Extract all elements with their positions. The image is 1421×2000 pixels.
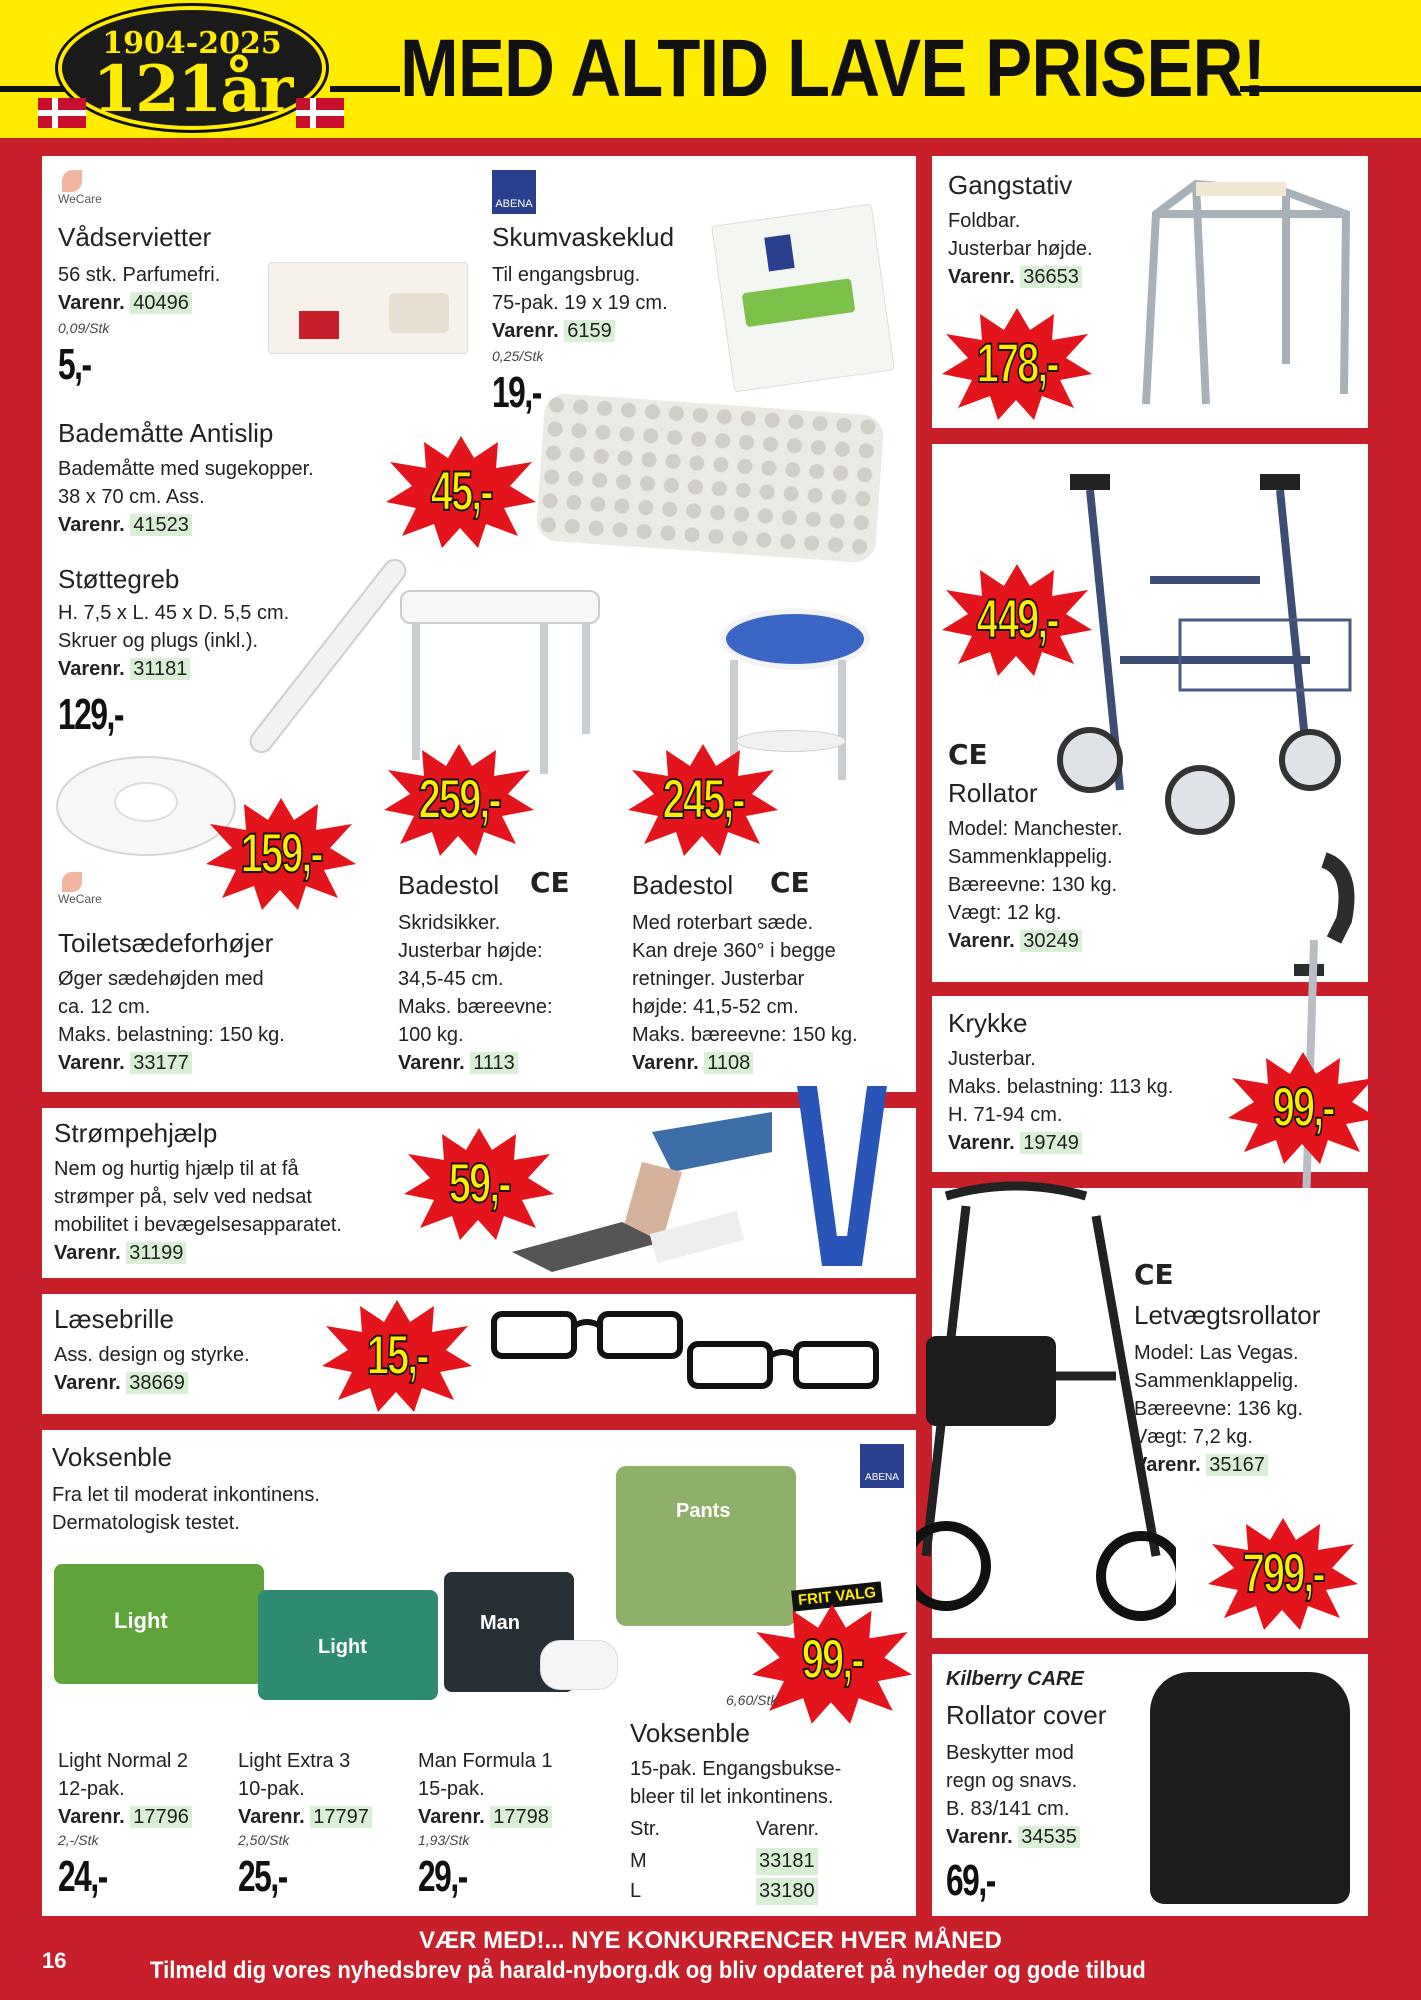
price-burst [942,308,1092,420]
product-price: 19,- [492,368,541,417]
product-desc: Bademåtte med sugekopper. [58,458,314,480]
burst-price: 178,- [976,331,1058,394]
product-desc: mobilitet i bevægelsesapparatet. [54,1214,342,1236]
product-desc: Til engangsbrug. [492,264,641,286]
product-desc: Dermatologisk testet. [52,1512,240,1534]
product-desc: 56 stk. Parfumefri. [58,264,221,286]
product-varenr [54,1372,188,1395]
burst-price: 99,- [801,1627,863,1690]
brand-name: WeCare [58,192,102,206]
product-varenr [948,1132,1082,1155]
product-desc: Vægt: 7,2 kg. [1134,1426,1253,1448]
varenr-label: Varenr. [238,1806,305,1828]
abena-logo: ABENA [492,170,536,214]
product-varenr [492,320,615,343]
stool-leg [838,660,846,780]
product-desc: Model: Las Vegas. [1134,1342,1299,1364]
product-desc: Skridsikker. [398,912,501,934]
product-varenr [58,514,192,537]
product-title: Badestol [632,870,734,900]
burst-price: 245,- [662,767,744,830]
ce-mark-icon: CE [770,866,810,899]
varenr-number: 38669 [126,1372,188,1394]
pack-light-normal-image [54,1564,264,1684]
stool-leg [412,624,420,760]
varenr-label: Varenr. [58,292,125,314]
varenr-label: Varenr. [1134,1454,1201,1476]
varenr-label: Varenr. [418,1806,485,1828]
varenr-label: Varenr. [948,1132,1015,1154]
burst-price: 259,- [418,767,500,830]
footer-contest: VÆR MED!... NYE KONKURRENCER HVER MÅNED [419,1927,1002,1954]
size-cell: L [630,1880,642,1902]
product-title: Voksenble [52,1442,172,1472]
product-title: Badestol [398,870,500,900]
product-desc: Maks. bæreevne: [398,996,553,1018]
product-desc: Skruer og plugs (inkl.). [58,630,259,652]
wet-wipes-image [268,262,468,354]
item-name: Light Extra 3 [238,1750,351,1772]
unit-price: 0,09/Stk [58,320,110,336]
product-varenr [58,292,192,315]
product-desc: højde: 41,5-52 cm. [632,996,799,1018]
varenr-number: 30249 [1020,930,1082,952]
wecare-logo [58,170,102,206]
varenr-number: 34535 [1018,1826,1080,1848]
unit-price: 0,25/Stk [492,348,544,364]
varenr-column-header: Varenr. [756,1818,819,1840]
burst-price: 59,- [448,1151,510,1214]
product-desc: Justerbar højde: [398,940,543,962]
product-title: Bademåtte Antislip [58,418,274,448]
ce-mark-icon: CE [948,738,988,771]
product-varenr [238,1806,372,1829]
item-pack: 15-pak. [418,1778,485,1800]
product-title: Rollator cover [946,1700,1107,1730]
stool-seat-image [400,590,600,624]
burst-price: 159,- [240,821,322,884]
burst-price: 799,- [1242,1541,1324,1604]
product-price: 69,- [946,1856,995,1905]
product-title: Toiletsædeforhøjer [58,928,274,958]
product-title: Rollator [948,778,1038,808]
size-cell: M [630,1850,647,1872]
varenr-number: 36653 [1020,266,1082,288]
item-pack: 12-pak. [58,1778,125,1800]
product-desc: B. 83/141 cm. [946,1798,1070,1820]
product-desc: 38 x 70 cm. Ass. [58,486,205,508]
pack-label: Pants [676,1500,731,1522]
price-burst [1208,1518,1358,1630]
product-desc: Bæreevne: 130 kg. [948,874,1117,896]
product-varenr [58,658,190,681]
product-title: Letvægtsrollator [1134,1300,1321,1330]
pack-label: Light [318,1636,367,1658]
varenr-number: 17797 [310,1806,372,1828]
product-varenr [58,1052,192,1075]
pad-image [540,1640,618,1690]
footer-newsletter[interactable]: Tilmeld dig vores nyhedsbrev på harald-nyborg.dk og bliv opdateret på nyheder og gode tilbud [150,1957,1146,1984]
rollator-cover-image [1150,1672,1350,1904]
headline: MED ALTID LAVE PRISER! [400,23,1266,114]
varenr-cell: 33181 [756,1848,818,1875]
product-desc: Maks. bæreevne: 150 kg. [632,1024,858,1046]
varenr-number: 35167 [1206,1454,1268,1476]
varenr-number: 40496 [130,292,192,314]
varenr-number: 1108 [704,1052,753,1074]
sock-aid-demo-image [512,1112,776,1272]
product-price: 29,- [418,1852,467,1901]
varenr-label: Varenr. [948,930,1015,952]
product-varenr [946,1826,1080,1849]
varenr-label: Varenr. [948,266,1015,288]
product-varenr [948,930,1082,953]
sock-aid-product-image [792,1086,892,1276]
price-burst [322,1300,472,1412]
pack-light-extra-image [258,1590,438,1700]
bath-mat-image [535,392,884,563]
product-title: Skumvaskeklud [492,222,675,252]
varenr-label: Varenr. [946,1826,1013,1848]
product-desc: Foldbar. [948,210,1021,232]
product-varenr [398,1052,518,1075]
round-stool-seat-image [720,608,870,670]
ce-mark-icon: CE [530,866,570,899]
product-price: 129,- [58,690,124,739]
product-desc: bleer til let inkontinens. [630,1786,834,1808]
unit-price: 1,93/Stk [418,1832,470,1848]
product-desc: Justerbar. [948,1048,1036,1070]
wecare-logo [58,872,102,906]
product-desc: Sammenklappelig. [1134,1370,1299,1392]
pack-pants-image [616,1466,796,1626]
ce-mark-icon: CE [1134,1258,1174,1291]
price-burst [628,744,778,856]
product-varenr [418,1806,552,1829]
product-title: Læsebrille [54,1304,174,1334]
varenr-label: Varenr. [58,514,125,536]
product-desc: Maks. belastning: 150 kg. [58,1024,285,1046]
varenr-number: 19749 [1020,1132,1082,1154]
product-desc: Fra let til moderat inkontinens. [52,1484,320,1506]
product-title: Strømpehjælp [54,1118,218,1148]
product-varenr [1134,1454,1268,1477]
product-desc: ca. 12 cm. [58,996,151,1018]
product-desc: Justerbar højde. [948,238,1093,260]
header-rule-mid [330,86,400,92]
product-title: Gangstativ [948,170,1073,200]
product-desc: 75-pak. 19 x 19 cm. [492,292,668,314]
burst-price: 45,- [430,459,492,522]
varenr-label: Varenr. [54,1372,121,1394]
product-desc: H. 7,5 x L. 45 x D. 5,5 cm. [58,602,290,624]
product-desc: 34,5-45 cm. [398,968,504,990]
product-desc: 15-pak. Engangsbukse- [630,1758,842,1780]
price-burst [942,564,1092,676]
varenr-number: 31199 [126,1242,186,1264]
varenr-number: 17796 [130,1806,192,1828]
header-rule-right [1240,86,1421,92]
anniversary-badge [58,6,326,130]
varenr-number: 31181 [130,658,190,680]
product-title: Krykke [948,1008,1028,1038]
stool-leg [582,624,590,734]
product-desc: 100 kg. [398,1024,464,1046]
varenr-number: 1113 [470,1052,518,1074]
product-desc: Øger sædehøjden med [58,968,264,990]
page-number: 16 [42,1948,67,1973]
walking-frame-image [1136,154,1356,424]
varenr-label: Varenr. [58,1052,125,1074]
unit-price: 2,50/Stk [238,1832,290,1848]
product-desc: Maks. belastning: 113 kg. [948,1076,1174,1098]
pack-label: Man [480,1612,520,1634]
abena-logo: ABENA [860,1444,904,1488]
product-desc: Vægt: 12 kg. [948,902,1062,924]
price-burst [386,436,536,548]
header-rule-left [0,86,70,92]
varenr-number: 41523 [130,514,192,536]
item-name: Man Formula 1 [418,1750,553,1772]
product-price: 24,- [58,1852,107,1901]
product-desc: Bæreevne: 136 kg. [1134,1398,1303,1420]
varenr-label: Varenr. [492,320,559,342]
unit-price: 6,60/Stk [726,1692,778,1708]
product-price: 5,- [58,340,91,389]
product-desc: retninger. Justerbar [632,968,805,990]
varenr-number: 17798 [490,1806,552,1828]
brand-name: WeCare [58,892,102,906]
product-title: Vådservietter [58,222,212,252]
item-pack: 10-pak. [238,1778,305,1800]
free-choice-label: FRIT VALG [791,1581,883,1611]
glasses-image [488,1306,688,1366]
anniversary-years: 1904-2025 [102,26,282,61]
varenr-cell: 33180 [756,1878,818,1905]
burst-price: 15,- [366,1323,428,1386]
product-varenr [632,1052,753,1075]
burst-price: 99,- [1272,1075,1334,1138]
varenr-number: 33177 [130,1052,192,1074]
product-desc: H. 71-94 cm. [948,1104,1063,1126]
stool-leg [540,624,548,774]
danish-flag-icon [38,98,86,128]
product-desc: Model: Manchester. [948,818,1123,840]
price-burst [384,744,534,856]
varenr-label: Varenr. [632,1052,699,1074]
foam-cloth-image [711,204,895,393]
varenr-label: Varenr. [54,1242,121,1264]
varenr-label: Varenr. [398,1052,465,1074]
pack-label: Light [114,1608,168,1633]
varenr-number: 6159 [564,320,615,342]
product-desc: regn og snavs. [946,1770,1078,1792]
item-name: Light Normal 2 [58,1750,189,1772]
glasses-image [684,1336,884,1396]
product-desc: Kan dreje 360° i begge [632,940,836,962]
product-varenr [58,1806,192,1829]
size-column-header: Str. [630,1818,661,1840]
price-burst [1228,1052,1378,1164]
product-varenr [54,1242,186,1265]
varenr-label: Varenr. [58,658,125,680]
product-title: Støttegreb [58,564,180,594]
product-desc: Ass. design og styrke. [54,1344,250,1366]
price-burst [206,798,356,910]
burst-price: 449,- [976,587,1058,650]
product-desc: Beskytter mod [946,1742,1074,1764]
product-desc: strømper på, selv ved nedsat [54,1186,312,1208]
product-varenr [948,266,1082,289]
kilberry-logo: Kilberry CARE [946,1668,1084,1690]
anniversary-count: 121år [92,52,292,127]
danish-flag-icon [296,98,344,128]
product-desc: Med roterbart sæde. [632,912,814,934]
unit-price: 2,-/Stk [58,1832,99,1848]
varenr-label: Varenr. [58,1806,125,1828]
product-desc: Nem og hurtig hjælp til at få [54,1158,299,1180]
product-title: Voksenble [630,1718,750,1748]
product-price: 25,- [238,1852,287,1901]
product-desc: Sammenklappelig. [948,846,1113,868]
